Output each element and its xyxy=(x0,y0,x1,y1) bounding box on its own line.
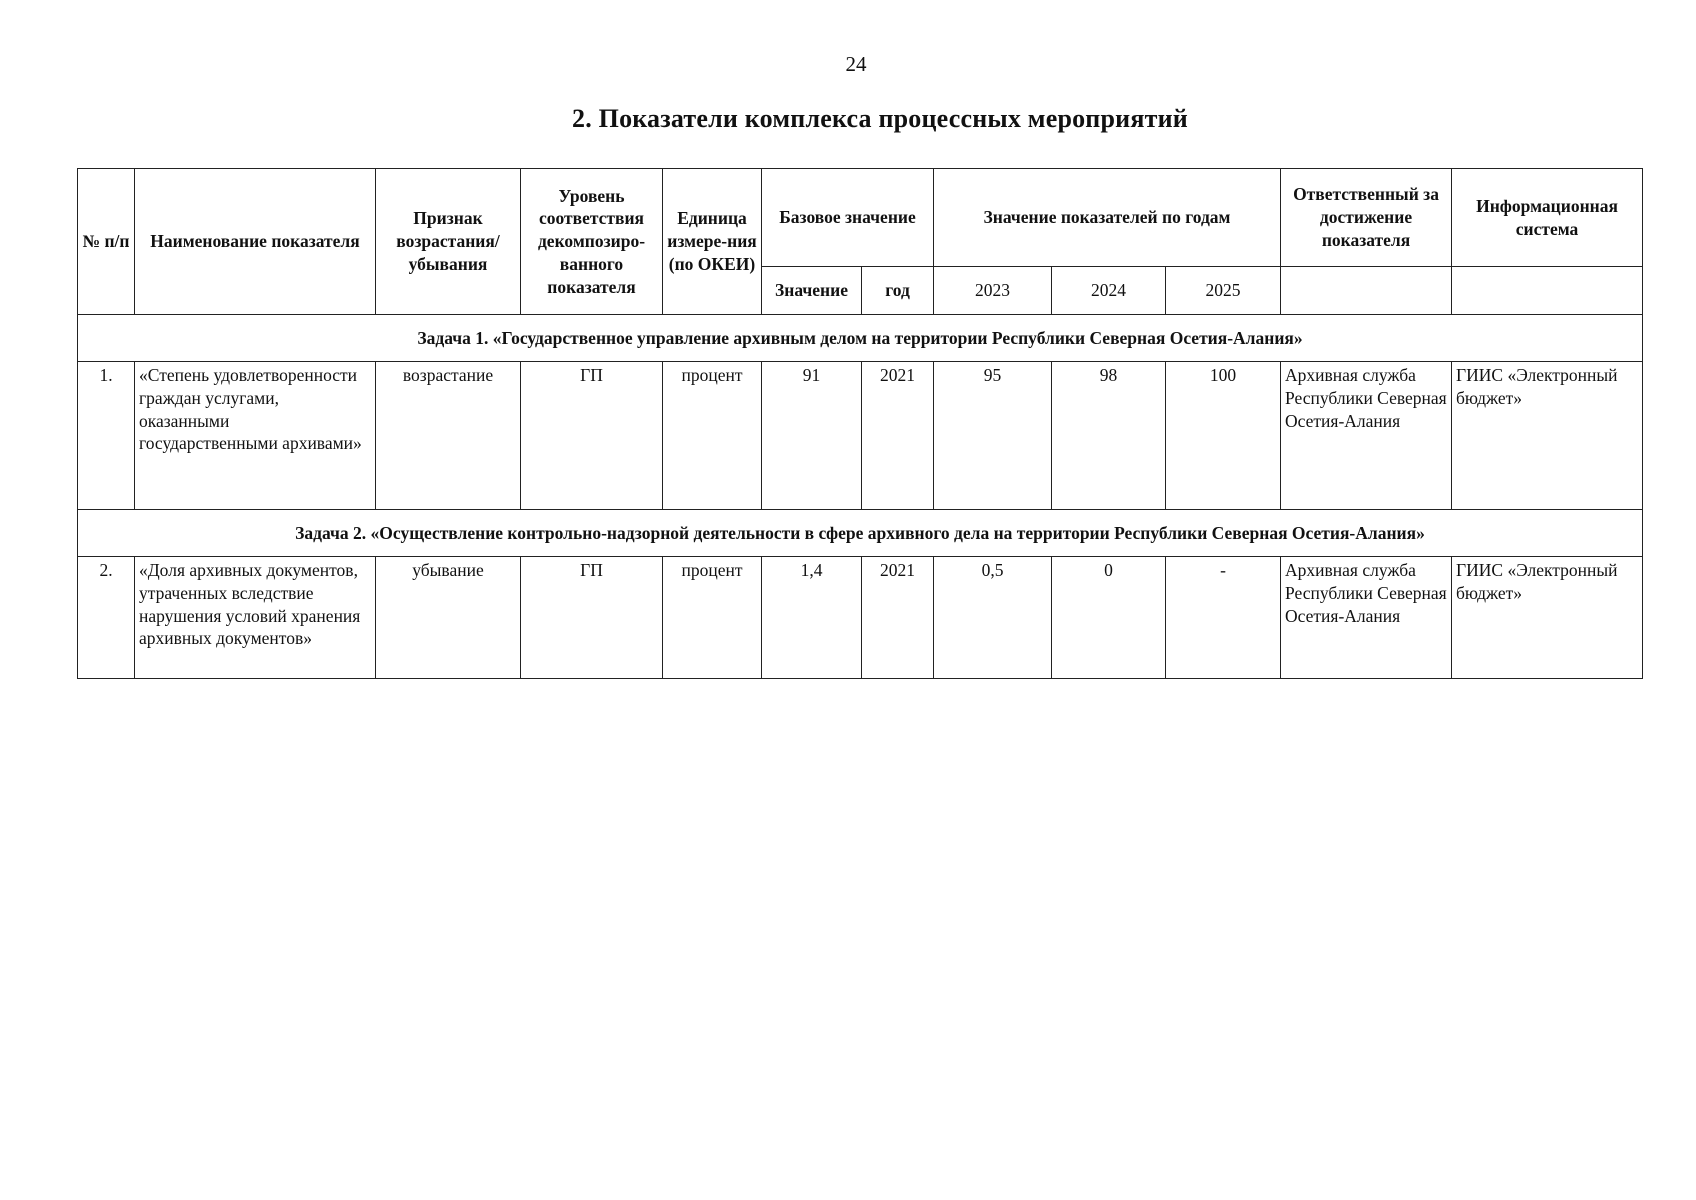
row-level: ГП xyxy=(521,362,663,510)
row-unit: процент xyxy=(663,557,762,679)
row-info-system: ГИИС «Электронный бюджет» xyxy=(1452,557,1643,679)
row-num: 2. xyxy=(78,557,135,679)
header-name: Наименование показателя xyxy=(135,169,376,315)
header-unit: Единица измере-ния (по ОКЕИ) xyxy=(663,169,762,315)
header-responsible: Ответственный за достижение показателя xyxy=(1281,169,1452,267)
header-level: Уровень соответствия декомпозиро-ванного показателя xyxy=(521,169,663,315)
header-sign: Признак возрастания/ убывания xyxy=(376,169,521,315)
row-sign: убывание xyxy=(376,557,521,679)
row-value-2023: 0,5 xyxy=(934,557,1052,679)
task-row-1 xyxy=(78,315,1643,362)
row-unit: процент xyxy=(663,362,762,510)
row-sign: возрастание xyxy=(376,362,521,510)
header-row-1 xyxy=(78,169,1643,267)
indicators-table xyxy=(77,168,1643,679)
row-base-year: 2021 xyxy=(862,557,934,679)
row-info-system: ГИИС «Электронный бюджет» xyxy=(1452,362,1643,510)
page-number: 24 xyxy=(845,52,867,76)
header-base-year: год xyxy=(862,267,934,315)
header-info-system: Информационная система xyxy=(1452,169,1643,267)
task-title: Задача 1. «Государственное управление архивным делом на территории Республики Северная Осетия-Алания» xyxy=(78,315,1643,362)
row-responsible: Архивная служба Республики Северная Осетия-Алания xyxy=(1281,557,1452,679)
row-value-2024: 98 xyxy=(1052,362,1166,510)
table-row xyxy=(78,362,1643,510)
page-title: 2. Показатели комплекса процессных мероприятий xyxy=(572,104,1188,133)
task-title: Задача 2. «Осуществление контрольно-надзорной деятельности в сфере архивного дела на территории Республики Северная Осетия-Алания» xyxy=(78,510,1643,557)
header-year-2023: 2023 xyxy=(934,267,1052,315)
header-year-2025: 2025 xyxy=(1166,267,1281,315)
row-base-value: 91 xyxy=(762,362,862,510)
table-row xyxy=(78,557,1643,679)
row-name: «Доля архивных документов, утраченных вследствие нарушения условий хранения архивных документов» xyxy=(135,557,376,679)
header-num: № п/п xyxy=(78,169,135,315)
header-base-value: Значение xyxy=(762,267,862,315)
row-level: ГП xyxy=(521,557,663,679)
header-base: Базовое значение xyxy=(762,169,934,267)
row-name: «Степень удовлетворенности граждан услугами, оказанными государственными архивами» xyxy=(135,362,376,510)
row-value-2024: 0 xyxy=(1052,557,1166,679)
indicators-table-container xyxy=(77,168,1642,679)
row-base-value: 1,4 xyxy=(762,557,862,679)
row-value-2025: 100 xyxy=(1166,362,1281,510)
task-row-2 xyxy=(78,510,1643,557)
header-responsible-empty xyxy=(1281,267,1452,315)
header-years-group: Значение показателей по годам xyxy=(934,169,1281,267)
row-value-2025: - xyxy=(1166,557,1281,679)
header-info-system-empty xyxy=(1452,267,1643,315)
row-num: 1. xyxy=(78,362,135,510)
header-year-2024: 2024 xyxy=(1052,267,1166,315)
row-value-2023: 95 xyxy=(934,362,1052,510)
row-base-year: 2021 xyxy=(862,362,934,510)
row-responsible: Архивная служба Республики Северная Осетия-Алания xyxy=(1281,362,1452,510)
